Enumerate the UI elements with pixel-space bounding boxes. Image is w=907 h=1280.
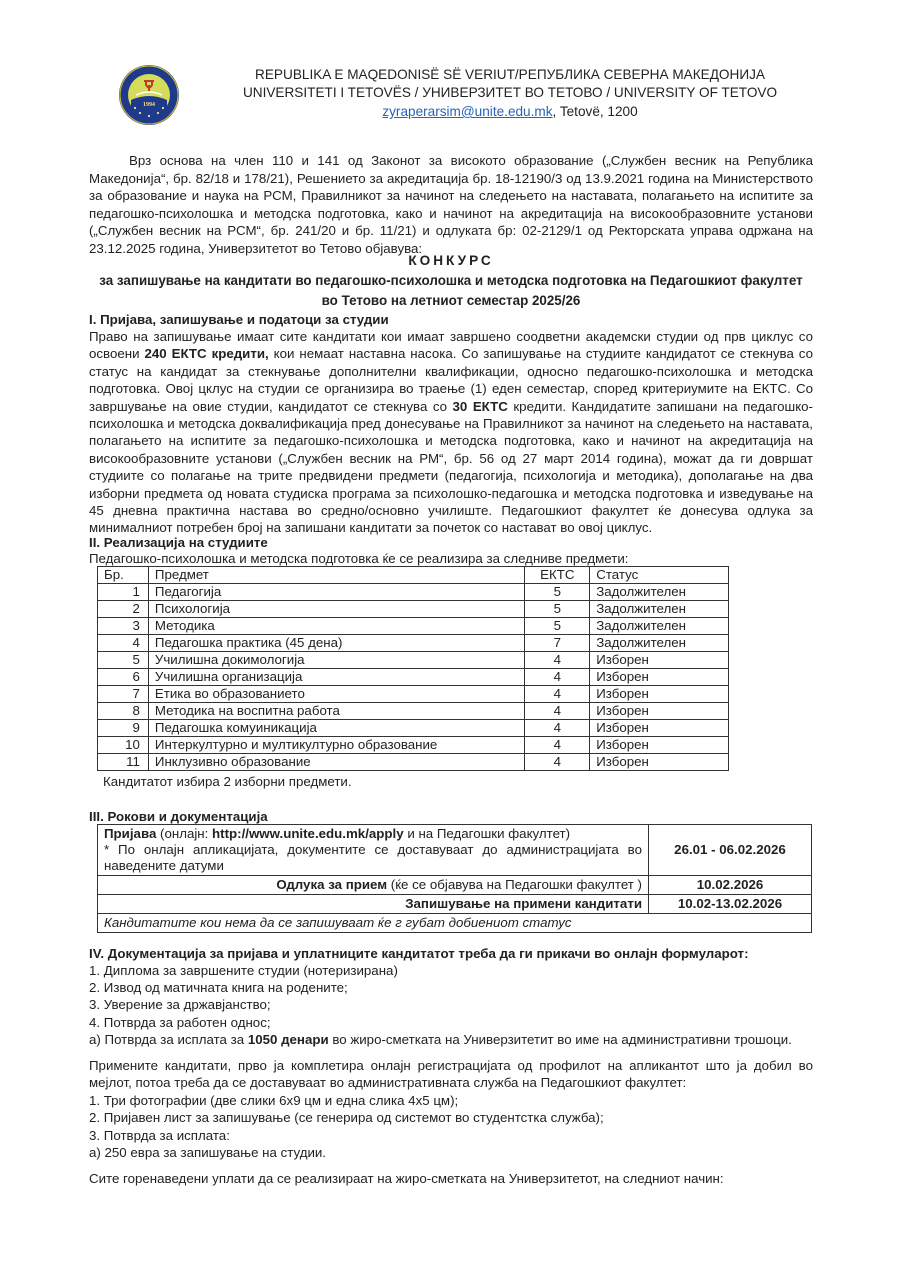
row-ects: 4 bbox=[525, 737, 590, 754]
application-row bbox=[98, 825, 812, 876]
table-row bbox=[98, 703, 729, 720]
enrollment-description bbox=[98, 895, 649, 914]
section-2-heading: II. Реализација на студиите bbox=[89, 535, 268, 550]
list-item: 2. Пријавен лист за запишување (се генерира од системот во студентстка служба); bbox=[89, 1110, 604, 1126]
enrollment-label: Запишување на примени кандитати bbox=[405, 896, 642, 911]
table-header-row bbox=[98, 567, 729, 584]
application-paren: и на Педагошки факултет) bbox=[403, 826, 571, 841]
row-subject: Педагошка практика (45 дена) bbox=[148, 635, 524, 652]
table-row bbox=[98, 601, 729, 618]
row-status: Изборен bbox=[590, 754, 729, 771]
row-subject: Етика во образованието bbox=[148, 686, 524, 703]
table-row bbox=[98, 754, 729, 771]
document-title: КОНКУРС bbox=[408, 253, 494, 268]
row-status: Изборен bbox=[590, 720, 729, 737]
row-status: Изборен bbox=[590, 737, 729, 754]
header-university: UNIVERSITETI I TETOVËS / УНИВЕРЗИТЕТ ВО ТЕТОВО / UNIVERSITY OF TETOVO bbox=[242, 85, 778, 100]
decision-note: (ќе се објавува на Педагошки факултет ) bbox=[387, 877, 642, 892]
section-1-text: кредити. Кандидатите запишани на педагошко-психолошка и методска доквалификација пред донесување на Правилникот за начинот на следењето на наставата, полагањето на испитите за педагошко-психолошка и методска подготовка, како и начинот на акредитација на високообразовните установи („Службен весник на РМ“, бр. 56 од 27 март 2014 година), можат да ги довршат студиите со полагање на трите предвидени предмети (педагогија, психологија и методика), дополагање на два изборни предмета од новата студиска програма за психолошко-педагошка и методска подготовка и изведување на 45 дневна практична настава во средно/основно училиште. Педагошкиот факултет ќе донесува одлука за минималниот потребен број на запишани кандитати за почеток со настават во овој циклус. bbox=[89, 398, 813, 536]
application-date: 26.01 - 06.02.2026 bbox=[649, 825, 812, 876]
payment-text: а) Потврда за исплата за bbox=[89, 1031, 248, 1047]
decision-label: Одлука за прием bbox=[276, 877, 388, 892]
row-number: 7 bbox=[98, 686, 149, 703]
subtitle-line-2: во Тетово на летниот семестар 2025/26 bbox=[321, 293, 581, 308]
row-ects: 5 bbox=[525, 584, 590, 601]
table-row bbox=[98, 652, 729, 669]
section-1-heading: I. Пријава, запишување и податоци за студии bbox=[89, 312, 389, 327]
section-2-intro: Педагошко-психолошка и методска подготовка ќе се реализира за следниве предмети: bbox=[89, 551, 629, 566]
section-3-heading: III. Рокови и документација bbox=[89, 809, 268, 824]
row-status: Изборен bbox=[590, 703, 729, 720]
ects-30-highlight: 30 ЕКТС bbox=[452, 398, 508, 414]
list-item: 4. Потврда за работен однос; bbox=[89, 1014, 271, 1030]
section-1-paragraph bbox=[89, 328, 813, 537]
deadlines-table bbox=[97, 824, 812, 933]
row-subject: Методика bbox=[148, 618, 524, 635]
svg-text:1994: 1994 bbox=[143, 102, 155, 108]
row-number: 10 bbox=[98, 737, 149, 754]
intro-paragraph: Врз основа на член 110 и 141 од Законот за високото образование („Службен весник на Република Македонија“, бр. 82/18 и 178/21), Решението за акредитација бр. 18-12190/3 од 13.9.2021 година на Министерството за образование и наука на РСМ, Правилникот за начинот на следењето на наставата, полагањето на испитите за педагошко-психолошка и методска подготовка, како и начинот на акредитација на високообразовните установи („Службен весник на РСМ“, бр. 241/20 и бр. 11/21) и одлуката бр: 02-2129/1 од Ректорската управа одржана на 23.12.2025 година, Универзитетот во Тетово објавува: bbox=[89, 153, 813, 256]
list-item: 3. Потврда за исплата: bbox=[89, 1127, 230, 1143]
row-subject: Интеркултурно и мултикултурно образование bbox=[148, 737, 524, 754]
row-number: 5 bbox=[98, 652, 149, 669]
list-item-payment bbox=[89, 1031, 813, 1048]
row-status: Изборен bbox=[590, 652, 729, 669]
header-address: , Tetovë, 1200 bbox=[552, 104, 638, 119]
row-ects: 4 bbox=[525, 686, 590, 703]
list-item: 1. Три фотографии (две слики 6х9 цм и една слика 4х5 цм); bbox=[89, 1092, 459, 1108]
application-description bbox=[98, 825, 649, 876]
row-ects: 4 bbox=[525, 720, 590, 737]
document-subtitle bbox=[89, 271, 813, 311]
row-subject: Педагогија bbox=[148, 584, 524, 601]
table-row bbox=[98, 737, 729, 754]
row-subject: Психологија bbox=[148, 601, 524, 618]
documents-list bbox=[89, 962, 813, 1048]
row-ects: 7 bbox=[525, 635, 590, 652]
column-header-ects: ЕКТС bbox=[525, 567, 590, 584]
row-number: 2 bbox=[98, 601, 149, 618]
row-number: 4 bbox=[98, 635, 149, 652]
list-item: 2. Извод од матичната книга на родените; bbox=[89, 980, 348, 996]
university-logo bbox=[118, 64, 180, 126]
enrolled-intro: Примените кандитати, прво ја комплетира онлајн регистрацијата од профилот на апликантот што ја добил во мејлот, потоа треба да се доставуваат во административната служба на Педагошкиот факултет: bbox=[89, 1058, 813, 1091]
row-ects: 4 bbox=[525, 754, 590, 771]
subtitle-line-1: за запишување на кандитати во педагошко-психолошка и методска подготовка на Педагошкиот факултет bbox=[99, 273, 803, 288]
section-1-text: кои немаат наставна насока. Со запишување на студиите кандидатот се стекнува со статус на кандидат за стекнување дополнителни квалификации, односно педагошко-психолошка и методска подготовка. Овој цклус на студии се организира во траење (1) еден семестар, според критериумите на ЕКТС. Со завршување на овие студии, кандидатот се стекнува со bbox=[89, 346, 813, 414]
payment-text: во жиро-сметката на Универзитетит во име на административни трошоци. bbox=[328, 1031, 792, 1047]
table-row bbox=[98, 686, 729, 703]
enrollment-date: 10.02-13.02.2026 bbox=[649, 895, 812, 914]
row-ects: 4 bbox=[525, 703, 590, 720]
column-header-subject: Предмет bbox=[148, 567, 524, 584]
row-number: 11 bbox=[98, 754, 149, 771]
list-item: 3. Уверение за државјанство; bbox=[89, 997, 271, 1013]
list-item: 1. Диплома за завршените студии (нотеризирана) bbox=[89, 963, 398, 978]
table-row bbox=[98, 635, 729, 652]
ects-240-highlight: 240 ЕКТС кредити, bbox=[144, 346, 269, 362]
email-link[interactable]: zyraperarsim@unite.edu.mk bbox=[382, 104, 553, 119]
university-seal-icon bbox=[118, 64, 180, 126]
elective-note: Кандитатот избира 2 изборни предмети. bbox=[103, 774, 352, 789]
application-paren: (онлајн: bbox=[156, 826, 213, 841]
row-status: Изборен bbox=[590, 686, 729, 703]
table-row bbox=[98, 584, 729, 601]
table-row bbox=[98, 618, 729, 635]
section-1-text: Право на запишување имаат сите кандитати кои имаат завршено соодветни академски студии од прв циклус со освоени bbox=[89, 329, 813, 362]
column-header-status: Статус bbox=[590, 567, 729, 584]
row-number: 6 bbox=[98, 669, 149, 686]
application-label: Пријава bbox=[104, 826, 157, 841]
closing-paragraph: Сите горенаведени уплати да се реализираат на жиро-сметката на Универзитетот, на следниот начин: bbox=[89, 1171, 724, 1186]
row-number: 8 bbox=[98, 703, 149, 720]
row-subject: Инклузивно образование bbox=[148, 754, 524, 771]
enrollment-row bbox=[98, 895, 812, 914]
enrolled-candidates-section bbox=[89, 1057, 813, 1161]
row-status: Задолжителен bbox=[590, 584, 729, 601]
table-row bbox=[98, 720, 729, 737]
status-warning: Кандитатите кои нема да се запишуваат ќе г губат добиениот статус bbox=[98, 914, 812, 933]
subjects-table bbox=[97, 566, 729, 771]
application-note: * По онлајн апликацијата, документите се доставуваат до администрацијата во наведените датуми bbox=[104, 842, 642, 873]
row-ects: 5 bbox=[525, 618, 590, 635]
row-status: Изборен bbox=[590, 669, 729, 686]
row-number: 9 bbox=[98, 720, 149, 737]
row-ects: 5 bbox=[525, 601, 590, 618]
decision-row bbox=[98, 876, 812, 895]
row-subject: Педагошка комуиникација bbox=[148, 720, 524, 737]
row-status: Задолжителен bbox=[590, 601, 729, 618]
table-row bbox=[98, 669, 729, 686]
column-header-number: Бр. bbox=[98, 567, 149, 584]
row-status: Задолжителен bbox=[590, 618, 729, 635]
list-item: а) 250 евра за запишување на студии. bbox=[89, 1145, 326, 1161]
apply-url-link[interactable]: http://www.unite.edu.mk/apply bbox=[212, 826, 404, 841]
row-status: Задолжителен bbox=[590, 635, 729, 652]
payment-amount: 1050 денари bbox=[247, 1031, 329, 1047]
row-number: 3 bbox=[98, 618, 149, 635]
row-ects: 4 bbox=[525, 652, 590, 669]
decision-date: 10.02.2026 bbox=[649, 876, 812, 895]
row-ects: 4 bbox=[525, 669, 590, 686]
header-contact bbox=[200, 103, 820, 120]
section-4-heading: IV. Документација за пријава и уплатниците кандитатот треба да ги прикачи во онлајн формуларот: bbox=[89, 946, 749, 961]
header-country: REPUBLIKA E MAQEDONISË SË VERIUT/РЕПУБЛИКА СЕВЕРНА МАКЕДОНИЈА bbox=[255, 67, 765, 82]
row-subject: Методика на воспитна работа bbox=[148, 703, 524, 720]
row-subject: Училишна организација bbox=[148, 669, 524, 686]
decision-description bbox=[98, 876, 649, 895]
warning-row bbox=[98, 914, 812, 933]
row-subject: Училишна докимологија bbox=[148, 652, 524, 669]
row-number: 1 bbox=[98, 584, 149, 601]
